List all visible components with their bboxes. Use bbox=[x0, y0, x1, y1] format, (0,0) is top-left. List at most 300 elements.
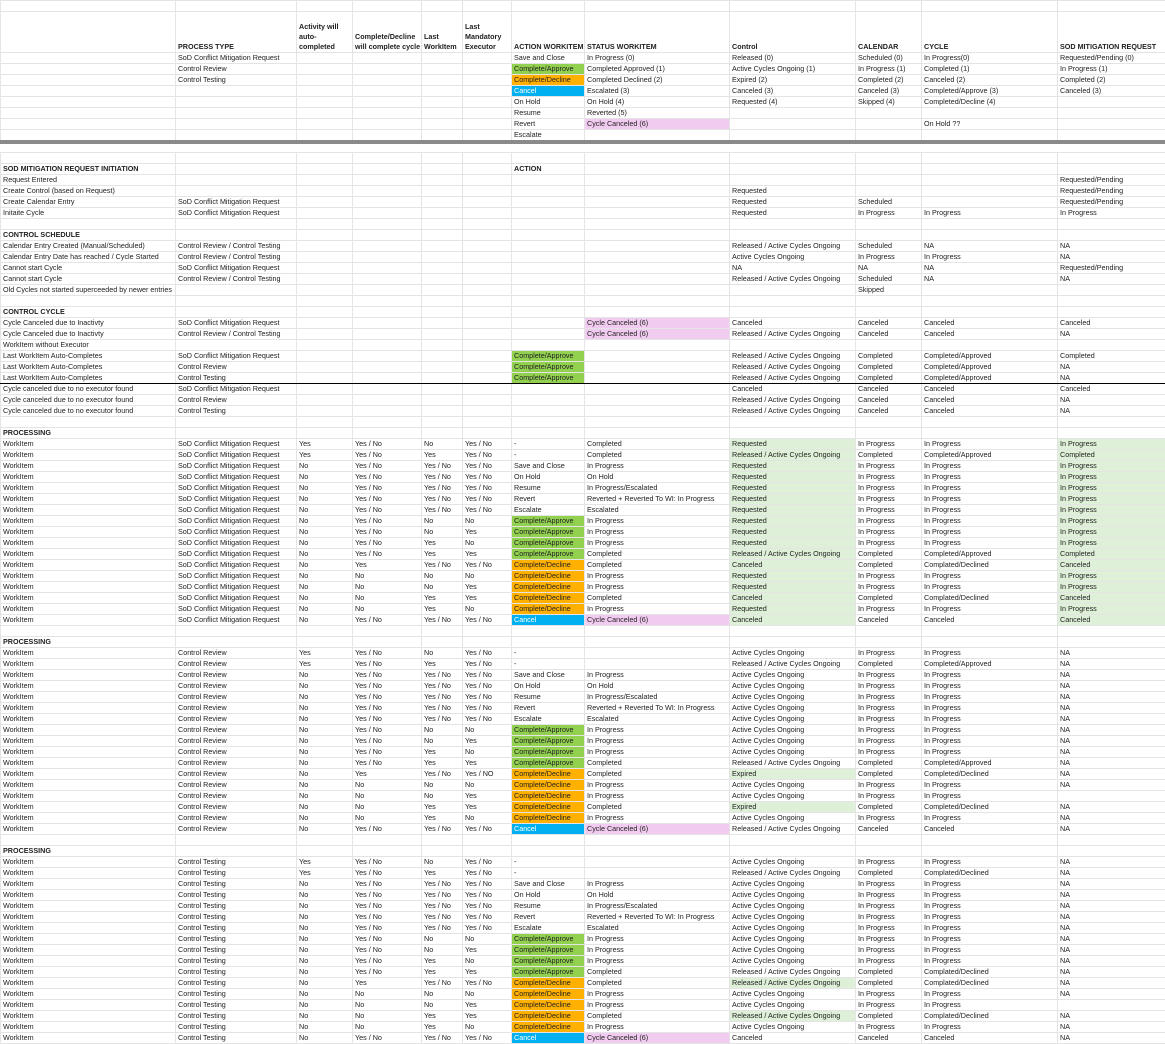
cell[interactable]: Complete/Decline bbox=[512, 560, 585, 571]
cell[interactable] bbox=[353, 86, 422, 97]
cell[interactable]: SoD Conflict Mitigation Request bbox=[176, 483, 297, 494]
cell[interactable] bbox=[730, 417, 856, 428]
cell[interactable]: Escalated bbox=[585, 714, 730, 725]
cell[interactable]: In Progress bbox=[922, 879, 1058, 890]
cell[interactable] bbox=[1058, 340, 1165, 351]
cell[interactable] bbox=[463, 395, 512, 406]
cell[interactable]: WorkItem bbox=[1, 681, 176, 692]
cell[interactable] bbox=[353, 373, 422, 384]
cell[interactable]: WorkItem bbox=[1, 747, 176, 758]
cell[interactable] bbox=[463, 53, 512, 64]
cell[interactable]: No bbox=[297, 527, 353, 538]
cell[interactable]: In Progress bbox=[585, 516, 730, 527]
cell[interactable] bbox=[585, 285, 730, 296]
cell[interactable]: Yes / No bbox=[422, 483, 463, 494]
cell[interactable] bbox=[922, 175, 1058, 186]
cell[interactable] bbox=[585, 197, 730, 208]
cell[interactable]: Yes bbox=[353, 769, 422, 780]
cell[interactable] bbox=[856, 130, 922, 143]
cell[interactable]: NA bbox=[1058, 912, 1165, 923]
cell[interactable]: Active Cycles Ongoing bbox=[730, 934, 856, 945]
cell[interactable]: No bbox=[297, 813, 353, 824]
cell[interactable] bbox=[463, 130, 512, 143]
cell[interactable]: Canceled bbox=[1058, 593, 1165, 604]
cell[interactable]: Yes / No bbox=[353, 956, 422, 967]
cell[interactable]: Yes / No bbox=[353, 472, 422, 483]
cell[interactable] bbox=[585, 857, 730, 868]
cell[interactable]: In Progress bbox=[922, 901, 1058, 912]
cell[interactable]: - bbox=[512, 659, 585, 670]
cell[interactable] bbox=[1058, 219, 1165, 230]
cell[interactable]: In Progress bbox=[922, 571, 1058, 582]
cell[interactable]: In Progress bbox=[922, 505, 1058, 516]
cell[interactable] bbox=[585, 417, 730, 428]
cell[interactable]: Reverted + Reverted To WI: In Progress bbox=[585, 703, 730, 714]
cell[interactable]: WorkItem bbox=[1, 967, 176, 978]
cell[interactable]: In Progress bbox=[856, 252, 922, 263]
cell[interactable]: Control Review bbox=[176, 791, 297, 802]
cell[interactable]: Released / Active Cycles Ongoing bbox=[730, 406, 856, 417]
cell[interactable]: Yes / No bbox=[463, 472, 512, 483]
cell[interactable]: Resume bbox=[512, 108, 585, 119]
cell[interactable]: In Progress bbox=[922, 1022, 1058, 1033]
cell[interactable]: PROCESSING bbox=[1, 637, 176, 648]
cell[interactable]: Requested bbox=[730, 516, 856, 527]
cell[interactable]: In Progress bbox=[1058, 483, 1165, 494]
cell[interactable]: Yes bbox=[297, 659, 353, 670]
cell[interactable] bbox=[512, 318, 585, 329]
cell[interactable]: No bbox=[422, 648, 463, 659]
cell[interactable]: NA bbox=[1058, 978, 1165, 989]
cell[interactable] bbox=[922, 846, 1058, 857]
cell[interactable] bbox=[585, 263, 730, 274]
cell[interactable] bbox=[856, 846, 922, 857]
cell[interactable]: In Progress bbox=[585, 747, 730, 758]
cell[interactable]: Yes / No bbox=[353, 934, 422, 945]
cell[interactable]: Canceled bbox=[1058, 560, 1165, 571]
cell[interactable]: Released / Active Cycles Ongoing bbox=[730, 450, 856, 461]
cell[interactable]: In Progress bbox=[922, 692, 1058, 703]
cell[interactable] bbox=[422, 626, 463, 637]
cell[interactable]: Released / Active Cycles Ongoing bbox=[730, 274, 856, 285]
cell[interactable] bbox=[176, 417, 297, 428]
cell[interactable]: Active Cycles Ongoing bbox=[730, 879, 856, 890]
cell[interactable]: Yes / No bbox=[463, 978, 512, 989]
column-header[interactable]: Activity will auto-completed bbox=[297, 12, 353, 53]
cell[interactable]: Canceled bbox=[922, 406, 1058, 417]
cell[interactable]: No bbox=[297, 736, 353, 747]
cell[interactable]: WorkItem bbox=[1, 802, 176, 813]
cell[interactable]: In Progress bbox=[922, 813, 1058, 824]
cell[interactable] bbox=[856, 307, 922, 318]
cell[interactable]: Completed bbox=[1058, 549, 1165, 560]
cell[interactable]: NA bbox=[1058, 373, 1165, 384]
cell[interactable] bbox=[176, 307, 297, 318]
cell[interactable]: Last WorkItem Auto-Completes bbox=[1, 351, 176, 362]
cell[interactable]: NA bbox=[1058, 824, 1165, 835]
cell[interactable]: Yes / No bbox=[353, 967, 422, 978]
cell[interactable] bbox=[585, 208, 730, 219]
cell[interactable] bbox=[353, 362, 422, 373]
cell[interactable]: Yes bbox=[422, 758, 463, 769]
cell[interactable]: SoD Conflict Mitigation Request bbox=[176, 318, 297, 329]
cell[interactable] bbox=[463, 64, 512, 75]
cell[interactable]: In Progress bbox=[856, 879, 922, 890]
cell[interactable]: Yes / No bbox=[463, 879, 512, 890]
cell[interactable]: In Progress bbox=[856, 483, 922, 494]
cell[interactable] bbox=[463, 164, 512, 175]
cell[interactable]: Complete/Approve bbox=[512, 956, 585, 967]
cell[interactable]: No bbox=[297, 934, 353, 945]
cell[interactable]: In Progress bbox=[1058, 538, 1165, 549]
cell[interactable] bbox=[176, 119, 297, 130]
cell[interactable]: Control Review / Control Testing bbox=[176, 329, 297, 340]
cell[interactable]: Canceled bbox=[730, 560, 856, 571]
cell[interactable]: On Hold ?? bbox=[922, 119, 1058, 130]
cell[interactable] bbox=[463, 97, 512, 108]
cell[interactable]: Yes / No bbox=[463, 857, 512, 868]
cell[interactable] bbox=[922, 1, 1058, 12]
cell[interactable]: No bbox=[422, 1000, 463, 1011]
cell[interactable]: No bbox=[297, 769, 353, 780]
cell[interactable]: No bbox=[353, 1022, 422, 1033]
cell[interactable]: Active Cycles Ongoing bbox=[730, 703, 856, 714]
cell[interactable]: NA bbox=[1058, 923, 1165, 934]
cell[interactable]: Completed/Approved bbox=[922, 549, 1058, 560]
cell[interactable]: On Hold (4) bbox=[585, 97, 730, 108]
cell[interactable] bbox=[463, 241, 512, 252]
cell[interactable] bbox=[512, 186, 585, 197]
cell[interactable]: Requested/Pending bbox=[1058, 197, 1165, 208]
cell[interactable] bbox=[176, 285, 297, 296]
cell[interactable]: In Progress bbox=[1058, 527, 1165, 538]
cell[interactable]: WorkItem bbox=[1, 472, 176, 483]
cell[interactable]: Requested bbox=[730, 571, 856, 582]
cell[interactable]: Control Testing bbox=[176, 857, 297, 868]
cell[interactable] bbox=[1, 296, 176, 307]
cell[interactable]: Complated/Declined bbox=[922, 560, 1058, 571]
cell[interactable] bbox=[730, 164, 856, 175]
cell[interactable]: Canceled bbox=[1058, 384, 1165, 395]
cell[interactable] bbox=[297, 130, 353, 143]
cell[interactable]: Canceled bbox=[856, 615, 922, 626]
cell[interactable]: In Progress bbox=[1058, 461, 1165, 472]
cell[interactable]: NA bbox=[1058, 934, 1165, 945]
cell[interactable]: In Progress bbox=[856, 461, 922, 472]
cell[interactable]: NA bbox=[1058, 758, 1165, 769]
cell[interactable] bbox=[297, 340, 353, 351]
cell[interactable] bbox=[512, 153, 585, 164]
cell[interactable] bbox=[353, 97, 422, 108]
cell[interactable]: In Progress bbox=[922, 923, 1058, 934]
cell[interactable] bbox=[856, 626, 922, 637]
cell[interactable] bbox=[297, 108, 353, 119]
cell[interactable]: No bbox=[463, 934, 512, 945]
cell[interactable] bbox=[176, 97, 297, 108]
cell[interactable] bbox=[922, 164, 1058, 175]
cell[interactable]: In Progress bbox=[856, 934, 922, 945]
cell[interactable]: No bbox=[297, 714, 353, 725]
cell[interactable]: In Progress bbox=[922, 527, 1058, 538]
cell[interactable]: Yes bbox=[422, 868, 463, 879]
cell[interactable] bbox=[422, 186, 463, 197]
cell[interactable]: In Progress bbox=[856, 472, 922, 483]
cell[interactable] bbox=[297, 373, 353, 384]
cell[interactable]: WorkItem bbox=[1, 791, 176, 802]
cell[interactable]: Yes / No bbox=[463, 648, 512, 659]
cell[interactable]: In Progress bbox=[856, 956, 922, 967]
cell[interactable]: SoD Conflict Mitigation Request bbox=[176, 461, 297, 472]
cell[interactable] bbox=[297, 285, 353, 296]
cell[interactable]: Calendar Entry Created (Manual/Scheduled) bbox=[1, 241, 176, 252]
cell[interactable]: WorkItem bbox=[1, 978, 176, 989]
cell[interactable]: Scheduled bbox=[856, 197, 922, 208]
cell[interactable]: Control Testing bbox=[176, 879, 297, 890]
cell[interactable]: SoD Conflict Mitigation Request bbox=[176, 527, 297, 538]
cell[interactable]: Cycle canceled due to no executor found bbox=[1, 395, 176, 406]
cell[interactable]: On Hold bbox=[512, 472, 585, 483]
cell[interactable] bbox=[353, 108, 422, 119]
cell[interactable]: Requested bbox=[730, 494, 856, 505]
cell[interactable]: CONTROL SCHEDULE bbox=[1, 230, 176, 241]
cell[interactable] bbox=[1058, 428, 1165, 439]
cell[interactable]: Complete/Decline bbox=[512, 802, 585, 813]
cell[interactable]: Yes / No bbox=[463, 659, 512, 670]
cell[interactable] bbox=[1058, 108, 1165, 119]
cell[interactable]: In Progress bbox=[922, 945, 1058, 956]
cell[interactable]: No bbox=[297, 472, 353, 483]
cell[interactable]: Yes bbox=[463, 758, 512, 769]
cell[interactable] bbox=[463, 384, 512, 395]
cell[interactable] bbox=[463, 329, 512, 340]
cell[interactable]: Yes / No bbox=[353, 648, 422, 659]
cell[interactable]: SoD Conflict Mitigation Request bbox=[176, 516, 297, 527]
cell[interactable] bbox=[463, 362, 512, 373]
cell[interactable]: Active Cycles Ongoing bbox=[730, 648, 856, 659]
cell[interactable]: NA bbox=[1058, 362, 1165, 373]
cell[interactable]: Active Cycles Ongoing bbox=[730, 692, 856, 703]
cell[interactable] bbox=[297, 53, 353, 64]
cell[interactable]: Active Cycles Ongoing bbox=[730, 912, 856, 923]
cell[interactable] bbox=[353, 219, 422, 230]
cell[interactable]: Control Review bbox=[176, 692, 297, 703]
cell[interactable]: Cycle Canceled (6) bbox=[585, 824, 730, 835]
cell[interactable] bbox=[422, 164, 463, 175]
cell[interactable]: Yes bbox=[422, 593, 463, 604]
cell[interactable]: SoD Conflict Mitigation Request bbox=[176, 604, 297, 615]
cell[interactable]: Yes bbox=[463, 527, 512, 538]
cell[interactable]: Yes bbox=[353, 978, 422, 989]
cell[interactable]: Yes / No bbox=[353, 505, 422, 516]
cell[interactable] bbox=[512, 846, 585, 857]
cell[interactable]: In Progress bbox=[922, 670, 1058, 681]
cell[interactable]: Complete/Decline bbox=[512, 571, 585, 582]
cell[interactable] bbox=[585, 252, 730, 263]
cell[interactable]: WorkItem bbox=[1, 912, 176, 923]
cell[interactable]: NA bbox=[1058, 395, 1165, 406]
cell[interactable] bbox=[1, 835, 176, 846]
cell[interactable]: In Progress bbox=[1058, 505, 1165, 516]
cell[interactable]: No bbox=[297, 967, 353, 978]
cell[interactable] bbox=[422, 428, 463, 439]
cell[interactable] bbox=[1, 86, 176, 97]
cell[interactable]: Yes bbox=[463, 1011, 512, 1022]
cell[interactable] bbox=[353, 1, 422, 12]
cell[interactable] bbox=[422, 406, 463, 417]
cell[interactable]: SoD Conflict Mitigation Request bbox=[176, 197, 297, 208]
cell[interactable] bbox=[176, 219, 297, 230]
cell[interactable]: SoD Conflict Mitigation Request bbox=[176, 593, 297, 604]
cell[interactable]: Request Entered bbox=[1, 175, 176, 186]
cell[interactable]: ACTION bbox=[512, 164, 585, 175]
cell[interactable]: Yes / No bbox=[353, 736, 422, 747]
cell[interactable]: In Progress/Escalated bbox=[585, 692, 730, 703]
cell[interactable]: Requested bbox=[730, 439, 856, 450]
cell[interactable] bbox=[463, 75, 512, 86]
cell[interactable]: In Progress bbox=[856, 901, 922, 912]
cell[interactable]: NA bbox=[1058, 802, 1165, 813]
cell[interactable]: No bbox=[297, 703, 353, 714]
cell[interactable]: WorkItem without Executor bbox=[1, 340, 176, 351]
cell[interactable]: Active Cycles Ongoing bbox=[730, 791, 856, 802]
cell[interactable]: No bbox=[297, 780, 353, 791]
cell[interactable]: No bbox=[297, 978, 353, 989]
cell[interactable]: No bbox=[422, 527, 463, 538]
cell[interactable]: Complete/Approve bbox=[512, 549, 585, 560]
cell[interactable]: Requested bbox=[730, 472, 856, 483]
cell[interactable] bbox=[422, 417, 463, 428]
cell[interactable]: In Progress bbox=[856, 945, 922, 956]
cell[interactable]: Scheduled (0) bbox=[856, 53, 922, 64]
cell[interactable]: Yes / No bbox=[353, 615, 422, 626]
cell[interactable]: In Progress bbox=[585, 813, 730, 824]
cell[interactable]: Completed bbox=[585, 802, 730, 813]
cell[interactable]: No bbox=[353, 604, 422, 615]
cell[interactable]: Control Testing bbox=[176, 978, 297, 989]
cell[interactable]: Completed bbox=[585, 1011, 730, 1022]
cell[interactable] bbox=[463, 285, 512, 296]
cell[interactable]: SoD Conflict Mitigation Request bbox=[176, 615, 297, 626]
cell[interactable]: Canceled (2) bbox=[922, 75, 1058, 86]
cell[interactable]: Create Calendar Entry bbox=[1, 197, 176, 208]
cell[interactable] bbox=[463, 186, 512, 197]
cell[interactable]: Yes / No bbox=[463, 461, 512, 472]
cell[interactable]: No bbox=[297, 802, 353, 813]
cell[interactable]: NA bbox=[1058, 692, 1165, 703]
cell[interactable] bbox=[463, 637, 512, 648]
cell[interactable]: Active Cycles Ongoing bbox=[730, 989, 856, 1000]
cell[interactable]: Cycle Canceled (6) bbox=[585, 1033, 730, 1044]
cell[interactable]: Yes bbox=[463, 1000, 512, 1011]
cell[interactable] bbox=[922, 230, 1058, 241]
cell[interactable]: Completed bbox=[856, 802, 922, 813]
cell[interactable]: No bbox=[463, 604, 512, 615]
cell[interactable]: Canceled bbox=[922, 329, 1058, 340]
cell[interactable]: Control Review bbox=[176, 362, 297, 373]
cell[interactable]: Yes / No bbox=[353, 714, 422, 725]
cell[interactable] bbox=[1, 64, 176, 75]
cell[interactable]: Completed bbox=[856, 373, 922, 384]
cell[interactable]: In Progress bbox=[922, 252, 1058, 263]
cell[interactable]: Control Testing bbox=[176, 75, 297, 86]
cell[interactable]: Complete/Decline bbox=[512, 813, 585, 824]
cell[interactable] bbox=[463, 230, 512, 241]
cell[interactable] bbox=[422, 318, 463, 329]
cell[interactable]: Complated/Declined bbox=[922, 593, 1058, 604]
cell[interactable]: NA bbox=[1058, 703, 1165, 714]
cell[interactable]: WorkItem bbox=[1, 901, 176, 912]
cell[interactable]: In Progress bbox=[585, 945, 730, 956]
cell[interactable]: WorkItem bbox=[1, 538, 176, 549]
cell[interactable]: No bbox=[297, 824, 353, 835]
cell[interactable] bbox=[176, 186, 297, 197]
cell[interactable] bbox=[463, 340, 512, 351]
cell[interactable]: Completed bbox=[856, 351, 922, 362]
cell[interactable] bbox=[585, 307, 730, 318]
cell[interactable]: Yes bbox=[422, 956, 463, 967]
cell[interactable]: Control Review bbox=[176, 714, 297, 725]
cell[interactable]: In Progress bbox=[585, 582, 730, 593]
cell[interactable]: Yes / No bbox=[422, 978, 463, 989]
cell[interactable]: WorkItem bbox=[1, 923, 176, 934]
cell[interactable]: In Progress bbox=[585, 571, 730, 582]
cell[interactable]: In Progress bbox=[922, 582, 1058, 593]
cell[interactable]: Yes / No bbox=[353, 1033, 422, 1044]
cell[interactable]: NA bbox=[1058, 681, 1165, 692]
cell[interactable]: Resume bbox=[512, 901, 585, 912]
cell[interactable]: In Progress bbox=[585, 934, 730, 945]
cell[interactable] bbox=[422, 340, 463, 351]
cell[interactable]: Cannot start Cycle bbox=[1, 263, 176, 274]
cell[interactable] bbox=[297, 1, 353, 12]
cell[interactable]: Control Review bbox=[176, 769, 297, 780]
cell[interactable]: WorkItem bbox=[1, 615, 176, 626]
cell[interactable]: No bbox=[297, 538, 353, 549]
cell[interactable]: Control Testing bbox=[176, 989, 297, 1000]
cell[interactable] bbox=[922, 219, 1058, 230]
cell[interactable]: Save and Close bbox=[512, 53, 585, 64]
cell[interactable] bbox=[422, 130, 463, 143]
cell[interactable]: No bbox=[422, 439, 463, 450]
cell[interactable] bbox=[512, 417, 585, 428]
cell[interactable]: No bbox=[297, 912, 353, 923]
cell[interactable]: Canceled bbox=[730, 318, 856, 329]
cell[interactable] bbox=[1, 1, 176, 12]
cell[interactable]: In Progress/Escalated bbox=[585, 901, 730, 912]
cell[interactable] bbox=[512, 230, 585, 241]
cell[interactable]: Yes / No bbox=[422, 670, 463, 681]
cell[interactable]: Control Review bbox=[176, 659, 297, 670]
cell[interactable]: Save and Close bbox=[512, 879, 585, 890]
cell[interactable]: Complete/Approve bbox=[512, 945, 585, 956]
cell[interactable]: Old Cycles not started superceeded by newer entries bbox=[1, 285, 176, 296]
cell[interactable]: Revert bbox=[512, 494, 585, 505]
cell[interactable]: NA bbox=[1058, 1011, 1165, 1022]
cell[interactable] bbox=[922, 108, 1058, 119]
cell[interactable] bbox=[297, 318, 353, 329]
cell[interactable]: In Progress bbox=[856, 1022, 922, 1033]
cell[interactable]: No bbox=[297, 692, 353, 703]
cell[interactable]: Yes / No bbox=[353, 758, 422, 769]
cell[interactable]: Escalated bbox=[585, 923, 730, 934]
cell[interactable]: No bbox=[353, 593, 422, 604]
cell[interactable]: Complete/Decline bbox=[512, 1000, 585, 1011]
cell[interactable]: Cancel bbox=[512, 824, 585, 835]
cell[interactable]: Yes bbox=[422, 549, 463, 560]
cell[interactable]: Completed bbox=[585, 439, 730, 450]
cell[interactable]: Completed bbox=[856, 978, 922, 989]
cell[interactable] bbox=[176, 108, 297, 119]
